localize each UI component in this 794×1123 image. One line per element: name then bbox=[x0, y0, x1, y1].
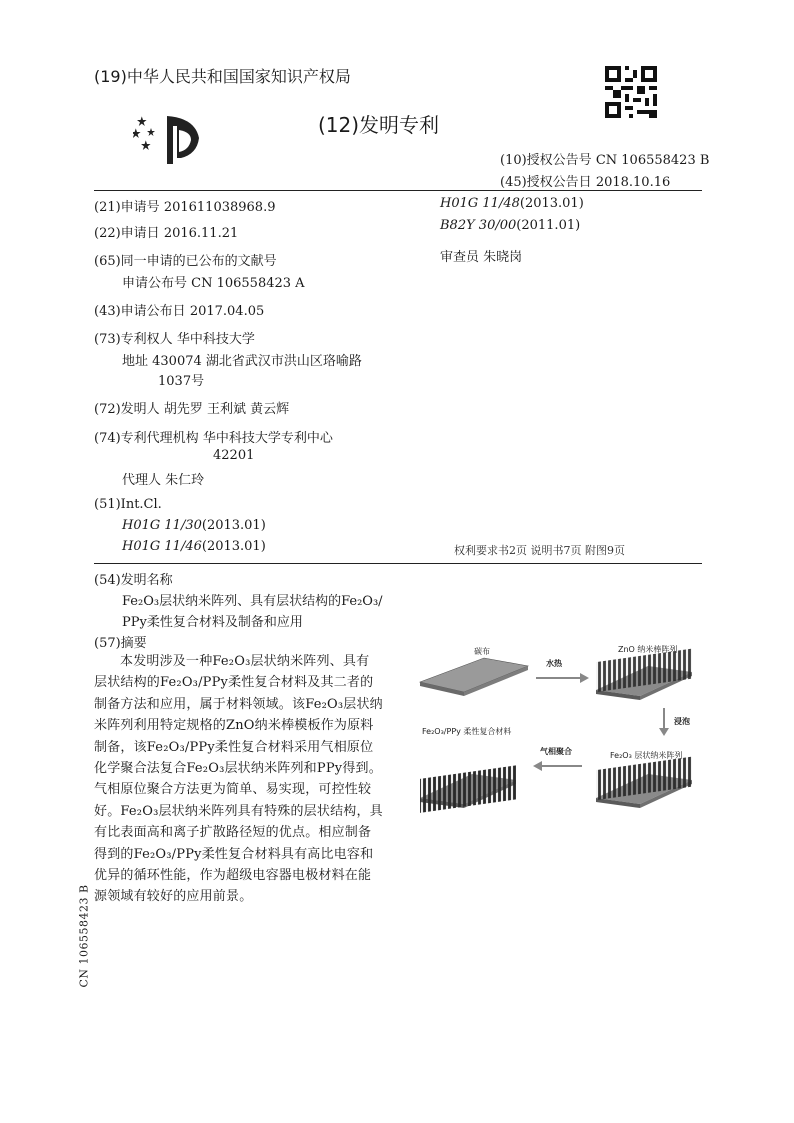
application-number: (21)申请号 201611038968.9 bbox=[94, 200, 276, 215]
abstract-line: 气相原位聚合方法更为简单、易实现，可控性较 bbox=[94, 782, 372, 798]
abstract-line: 制备，该Fe₂O₃/PPy柔性复合材料采用气相原位 bbox=[94, 739, 374, 755]
title-heading: (54)发明名称 bbox=[94, 573, 173, 588]
agency-code: 42201 bbox=[213, 448, 255, 463]
qr-code bbox=[605, 66, 657, 118]
abstract-line: 有比表面高和离子扩散路径短的优点。相应制备 bbox=[94, 825, 372, 841]
classification-2: H01G 11/46(2013.01) bbox=[122, 539, 266, 554]
abstract-figure bbox=[412, 638, 702, 820]
abstract-line: 制备方法和应用，属于材料领域。该Fe₂O₃层状纳 bbox=[94, 696, 383, 712]
classification-4: B82Y 30/00(2011.01) bbox=[440, 218, 581, 233]
carbon-cloth-label: 碳布 bbox=[474, 647, 490, 656]
grant-number: (10)授权公告号 CN 106558423 B bbox=[500, 153, 710, 168]
abstract-line: 层状结构的Fe₂O₃/PPy柔性复合材料及其二者的 bbox=[94, 675, 374, 691]
abstract-body bbox=[94, 651, 386, 908]
abstract-line: 米阵列利用特定规格的ZnO纳米棒模板作为原料 bbox=[94, 718, 374, 734]
abstract-line: 好。Fe₂O₃层状纳米阵列具有特殊的层状结构，具 bbox=[94, 803, 383, 819]
vapor-polymerization-label: 气相聚合 bbox=[540, 747, 572, 756]
abstract-line: 源领域有较好的应用前景。 bbox=[94, 889, 253, 905]
inventors: (72)发明人 胡先罗 王利斌 黄云辉 bbox=[94, 402, 290, 417]
composite-illustration bbox=[420, 765, 516, 812]
classification-3: H01G 11/48(2013.01) bbox=[440, 196, 584, 211]
abstract-line: 化学聚合法复合Fe₂O₃层状纳米阵列和PPy得到。 bbox=[94, 761, 382, 777]
prior-publication-heading: (65)同一申请的已公布的文献号 bbox=[94, 254, 277, 269]
side-document-number: CN 106558423 B bbox=[77, 884, 91, 988]
section-rule bbox=[94, 563, 702, 564]
cnipa-logo bbox=[133, 108, 213, 168]
invention-title-line-2: PPy柔性复合材料及制备和应用 bbox=[122, 615, 303, 630]
patent-agency: (74)专利代理机构 华中科技大学专利中心 bbox=[94, 431, 333, 446]
prior-publication-number: 申请公布号 CN 106558423 A bbox=[122, 276, 305, 291]
abstract-line: 本发明涉及一种Fe₂O₃层状纳米阵列、具有 bbox=[120, 654, 370, 669]
invention-title-line-1: Fe₂O₃层状纳米阵列、具有层状结构的Fe₂O₃/ bbox=[122, 594, 383, 609]
abstract-line: 优异的循环性能，作为超级电容器电极材料在能 bbox=[94, 868, 372, 884]
zno-array-illustration bbox=[596, 649, 692, 700]
fe2o3-array-illustration bbox=[596, 757, 692, 808]
abstract-line: 得到的Fe₂O₃/PPy柔性复合材料具有高比电容和 bbox=[94, 846, 374, 862]
vapor-polymerization-arrow bbox=[533, 761, 582, 771]
header-rule bbox=[94, 190, 702, 191]
patentee: (73)专利权人 华中科技大学 bbox=[94, 332, 255, 347]
publication-date: (43)申请公布日 2017.04.05 bbox=[94, 304, 265, 319]
grant-date: (45)授权公告日 2018.10.16 bbox=[500, 175, 671, 190]
abstract-heading: (57)摘要 bbox=[94, 636, 147, 651]
carbon-cloth-illustration bbox=[420, 658, 528, 696]
agent: 代理人 朱仁玲 bbox=[122, 473, 205, 488]
soak-arrow bbox=[659, 708, 669, 736]
application-date: (22)申请日 2016.11.21 bbox=[94, 226, 239, 241]
soak-label: 浸泡 bbox=[674, 717, 690, 726]
document-type: (12)发明专利 bbox=[318, 113, 440, 137]
patent-office: (19)中华人民共和国国家知识产权局 bbox=[94, 67, 351, 86]
fe2o3-array-label: Fe₂O₃ 层状纳米阵列 bbox=[610, 751, 683, 760]
int-cl-heading: (51)Int.Cl. bbox=[94, 497, 162, 512]
address-continued: 1037号 bbox=[158, 374, 205, 389]
address: 地址 430074 湖北省武汉市洪山区珞喻路 bbox=[122, 354, 362, 369]
zno-array-label: ZnO 纳米棒阵列 bbox=[618, 645, 678, 654]
hydrothermal-label: 水热 bbox=[546, 659, 562, 668]
page-counts: 权利要求书2页 说明书7页 附图9页 bbox=[454, 544, 625, 557]
examiner: 审查员 朱晓岗 bbox=[440, 250, 523, 265]
composite-label: Fe₂O₃/PPy 柔性复合材料 bbox=[422, 727, 512, 736]
classification-1: H01G 11/30(2013.01) bbox=[122, 518, 266, 533]
hydrothermal-arrow bbox=[536, 673, 589, 683]
